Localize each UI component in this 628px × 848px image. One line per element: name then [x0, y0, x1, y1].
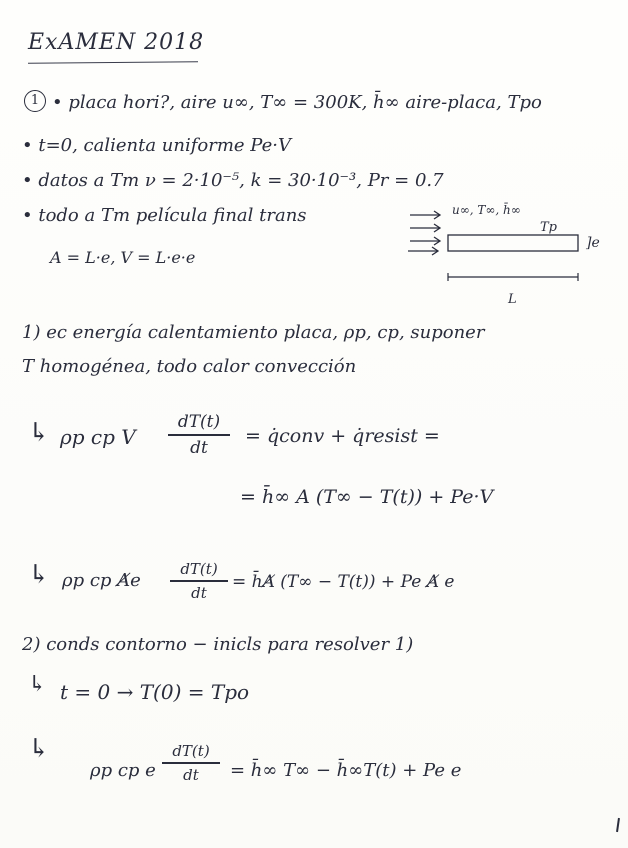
eq1-frac-num: dT(t): [177, 412, 221, 432]
eq5-frac-bar: [162, 762, 220, 764]
plate-temp-label: Tp: [540, 220, 557, 235]
eq5-lhs: ρp cp e: [90, 760, 156, 781]
eq3-lhs: ρp cp A̸e: [62, 570, 141, 591]
statement-line-2: • t=0, calienta uniforme Pe·V: [22, 135, 291, 156]
question-1-line-1: 1) ec energía calentamiento placa, ρp, cp, suponer: [22, 322, 485, 343]
eq1-rhs: = q̇conv + q̇resist =: [245, 425, 440, 447]
corner-pen-mark: [616, 818, 620, 832]
eq1-frac-bar: [168, 434, 230, 436]
eq2: = h̄∞ A (T∞ − T(t)) + Pe·V: [240, 486, 494, 508]
arrow-icon: ↳: [28, 672, 47, 697]
arrow-icon: ↳: [28, 560, 50, 590]
title-underline: [28, 61, 198, 63]
eq5-rhs: = h̄∞ T∞ − h̄∞T(t) + Pe e: [230, 760, 462, 781]
thickness-label: ]e: [586, 235, 600, 251]
question-2-line: 2) conds contorno − inicls para resolver 1): [22, 634, 414, 655]
eq1-fraction: [168, 412, 230, 458]
plate-diagram: [400, 195, 620, 310]
eq4: t = 0 → T(0) = Tpo: [60, 680, 250, 704]
flow-arrows: [408, 211, 440, 255]
eq3-fraction: [170, 560, 228, 602]
arrow-icon: ↳: [28, 734, 50, 764]
eq3-rhs: = h̄A̸ (T∞ − T(t)) + Pe A̸ e: [232, 572, 455, 592]
plate-rect: [448, 235, 578, 251]
eq1-lhs: ρp cp V: [60, 425, 136, 449]
page-title: ExAMEN 2018: [28, 30, 205, 55]
question-1-line-2: T homogénea, todo calor convección: [22, 356, 357, 377]
eq3-frac-den: dt: [191, 583, 207, 602]
plate-diagram-svg: [400, 195, 620, 310]
statement-line-5: A = L·e, V = L·e·e: [50, 248, 196, 267]
flow-label: u∞, T∞, h̄∞: [452, 203, 521, 217]
eq5-fraction: [162, 742, 220, 784]
length-dimension: [448, 273, 578, 281]
eq5-frac-den: dt: [183, 765, 199, 784]
statement-line-1: • placa hori?, aire u∞, T∞ = 300K, h̄∞ aire-placa, Tpo: [52, 92, 542, 113]
arrow-icon: ↳: [28, 418, 50, 448]
eq5-frac-num: dT(t): [172, 742, 210, 760]
eq3-frac-num: dT(t): [180, 560, 218, 578]
problem-number-circle: 1: [24, 90, 46, 112]
eq3-frac-bar: [170, 580, 228, 582]
eq1-frac-den: dt: [190, 437, 208, 458]
statement-line-4: • todo a Tm película final trans: [22, 205, 307, 226]
length-label: L: [508, 292, 517, 307]
statement-line-3: • datos a Tm ν = 2·10⁻⁵, k = 30·10⁻³, Pr = 0.7: [22, 170, 444, 191]
